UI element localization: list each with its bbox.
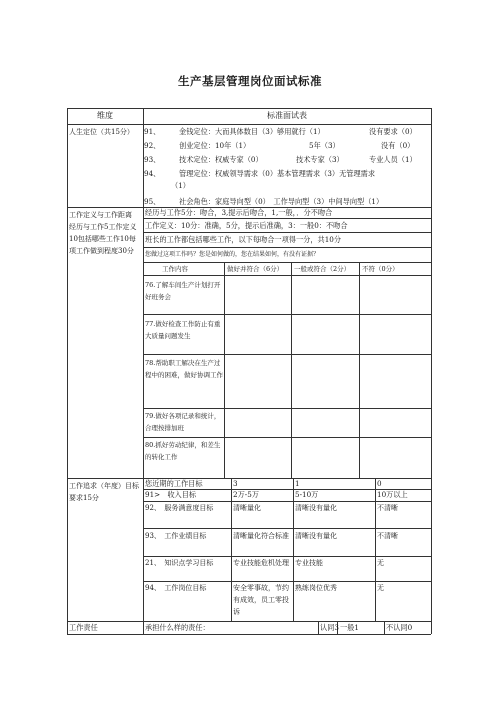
s3-cell: 安全零事故，节约有成效，员工零投诉	[233, 584, 289, 616]
s4-agree: 认同3	[320, 623, 339, 632]
page-title: 生产基层管理岗位面试标准	[178, 74, 322, 88]
section-3-bottom	[67, 621, 431, 622]
s2-item: 80.抓好劳动纪律，和差生的转化工作	[145, 441, 221, 461]
s1-row-extra: 专业人员（1）	[369, 155, 417, 164]
s2-line	[143, 354, 431, 355]
s2-col-divider	[359, 262, 360, 478]
s2-line3: 班长的工作都包括哪些工作，以下每吻合一项得一分，共10分	[145, 235, 342, 244]
table-border-top	[67, 108, 431, 109]
s1-row-num: 93、	[144, 155, 161, 164]
s2-label: 工作定义与工作距离 经历与工作5工作定义10包括哪些工作10每项工作做到程度30分	[69, 211, 137, 255]
s1-row-mid: 技术专家（3）	[296, 155, 344, 164]
s1-row-text: 创业定位：10年（1）	[179, 141, 251, 150]
s1-row-num: 92、	[144, 141, 161, 150]
s4-question: 承担什么样的责任：	[145, 623, 210, 632]
s1-label: 人生定位（共15分）	[69, 128, 134, 136]
s3-col-divider	[293, 478, 294, 621]
s3-head: 1	[295, 479, 300, 488]
s2-line1: 经历与工作5分：吻合，3,提示后吻合，1,一般，．分不吻合	[145, 208, 333, 217]
s2-item: 78.帮助职工解决在生产过程中的困难，做好协调工作	[145, 359, 223, 379]
s2-line	[143, 408, 431, 409]
s3-cell: 不清晰	[377, 532, 398, 540]
s3-row-label: 93、 工作业绩目标	[145, 532, 207, 540]
s4-disagree: 不认同0	[386, 623, 413, 632]
table-border-left	[67, 108, 68, 634]
s3-row-label: 91> 收入目标	[145, 490, 197, 499]
s3-cell: 2万-5万	[233, 490, 259, 499]
s1-row-num: 91、	[144, 127, 161, 136]
s3-col-divider	[375, 478, 376, 621]
s2-line	[143, 247, 431, 248]
s3-cell: 专业技能	[295, 559, 323, 567]
s2-col-header: 不符（0分）	[362, 265, 399, 273]
s3-head: 0	[377, 479, 382, 488]
s2-col-header: 做好并符合（6分）	[227, 265, 284, 273]
s1-row-num: 94、	[144, 169, 161, 178]
s1-row-text: 金钱定位：大而具体数目（3）够用就行（1）	[179, 127, 325, 136]
s1-content	[143, 125, 431, 207]
s3-cell: 熟练岗位优秀	[295, 584, 337, 592]
s3-line	[143, 528, 431, 529]
s3-cell: 清晰量化符合标准	[233, 532, 289, 540]
s2-item: 77.做好检查工作防止有重大质量问题发生	[145, 320, 221, 340]
s1-row-extra: 没有（0）	[381, 141, 415, 150]
s3-cell: 清晰没有量化	[295, 504, 337, 512]
s2-col-header: 一般或符合（2分）	[294, 265, 351, 273]
s4-col-divider	[318, 621, 319, 634]
s1-row-num: 95、	[144, 197, 161, 206]
s1-row-text: 社会角色：家庭导向型（0） 工作导向型（3）中间导向型（1）	[179, 197, 384, 206]
s3-head: 3	[233, 479, 238, 488]
s1-row-mid: 5年（3）	[309, 141, 340, 150]
s2-line	[143, 437, 431, 438]
s2-line	[143, 232, 431, 233]
s2-line	[143, 262, 431, 263]
s4-col-divider	[384, 621, 385, 634]
table-border-bottom	[67, 634, 431, 635]
s2-line4: 您做过这项工作吗？您是如何做的，您在结果如何，有没有证据？	[145, 251, 320, 258]
s3-head: 您近期的工作目标	[145, 479, 203, 488]
s2-line	[143, 218, 431, 219]
s3-row-label: 92、 服务满意度目标	[145, 504, 214, 512]
s3-col-divider	[231, 478, 232, 621]
s3-cell: 清晰量化	[233, 504, 261, 512]
s1-row-wrap: （1）	[171, 181, 190, 190]
s3-cell: 清晰没有量化	[295, 532, 337, 540]
s2-line	[143, 314, 431, 315]
s2-col-header: 工作内容	[162, 265, 188, 273]
s2-col-divider	[224, 262, 225, 478]
s3-row-label: 94、 工作岗位目标	[145, 584, 207, 592]
s3-label: 工作追求（年度）目标要求15分	[69, 482, 139, 502]
s4-label: 工作责任	[69, 623, 98, 632]
s3-cell: 5-10万	[295, 490, 319, 499]
s1-row-extra: 没有要求（0）	[369, 127, 417, 136]
table-border-right	[431, 108, 432, 634]
s3-cell: 10万以上	[377, 490, 408, 499]
s4-neutral: 一般1	[340, 623, 359, 632]
header-standard: 标准面试表	[267, 111, 307, 120]
s3-row-label: 21、 知识点学习目标	[145, 559, 214, 567]
s3-cell: 不清晰	[377, 504, 398, 512]
s2-line	[143, 275, 431, 276]
s3-cell: 无	[377, 559, 384, 567]
s2-col-divider	[291, 262, 292, 478]
header-dimension: 维度	[97, 111, 113, 120]
s2-line2: 工作定义：10分：准确，5分，提示后准确，3：一般0：不吻合	[145, 221, 348, 230]
s1-row-text: 管理定位：权威领导需求（0）基本管理需求（3）无管理需求	[179, 169, 376, 178]
s3-cell: 专业技能危机处理	[233, 559, 289, 567]
s2-item: 76.了解车间生产计划打开好班务会	[145, 281, 221, 301]
s1-row-text: 技术定位：权威专家（0）	[179, 155, 263, 164]
s2-item: 79.做好各项记录和统计，合理按排加班	[145, 412, 221, 432]
s3-cell: 无	[377, 584, 384, 592]
